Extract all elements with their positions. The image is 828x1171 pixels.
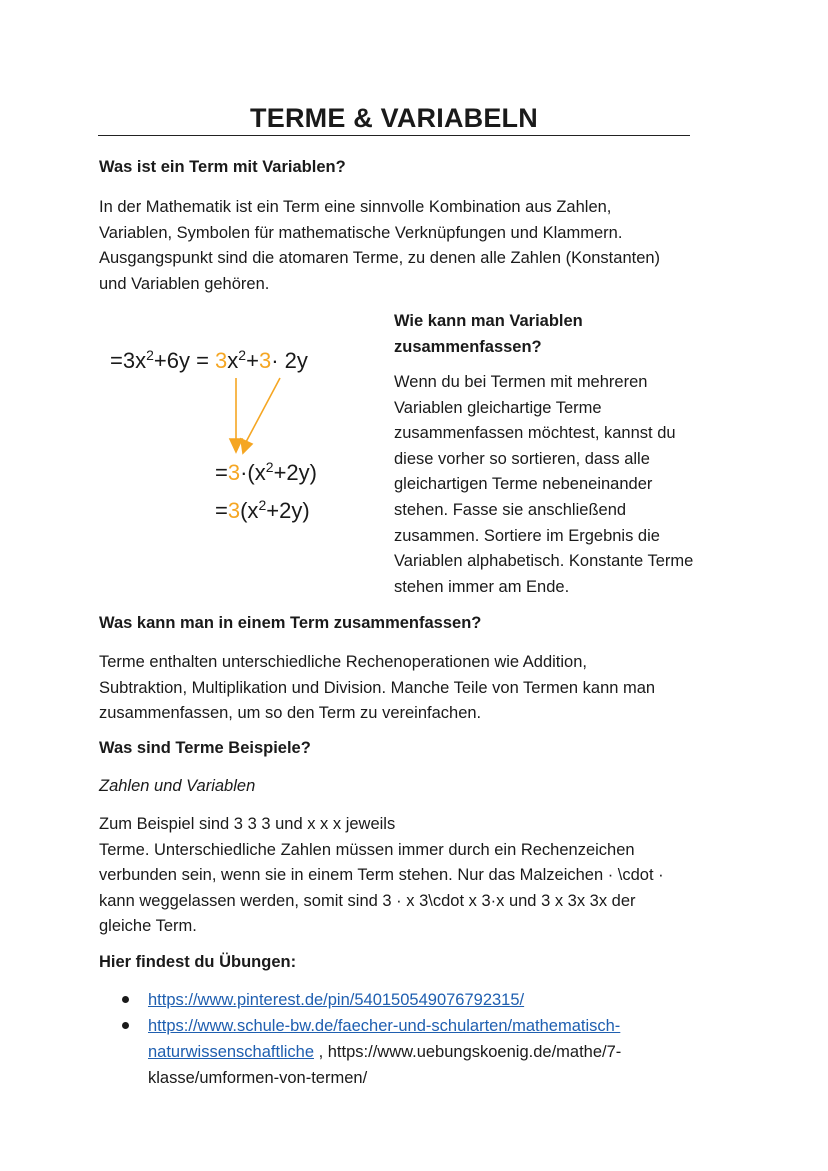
section2-line: stehen. Fasse sie anschließend xyxy=(394,500,627,519)
page-title: TERME & VARIABELN xyxy=(250,103,538,133)
schule-bw-link-cont[interactable]: naturwissenschaftliche xyxy=(148,1043,314,1061)
section4-subheading: Zahlen und Variablen xyxy=(99,777,256,795)
section4-line: verbunden sein, wenn sie in einem Term stehen. Nur das Malzeichen · \cdot · xyxy=(99,866,664,885)
section2-paragraph xyxy=(394,370,693,600)
section3-line: Subtraktion, Multiplikation und Division. Manche Teile von Termen kann man xyxy=(99,678,656,697)
bullet-icon xyxy=(122,996,129,1003)
list-item xyxy=(120,987,621,1013)
arrow-head-left xyxy=(230,439,242,452)
section1-line: Variablen, Symbolen für mathematische Verknüpfungen und Klammern. xyxy=(99,223,623,242)
formula-line-2: $=3\cdot(x^2+2y)$ xyxy=(215,459,317,485)
section1-line: In der Mathematik ist ein Term eine sinnvolle Kombination aus Zahlen, xyxy=(99,198,612,216)
schule-bw-link[interactable]: https://www.schule-bw.de/faecher-und-schularten/mathematisch- xyxy=(148,1017,621,1035)
section2-line: Variablen gleichartige Terme xyxy=(394,398,602,417)
arrow-line-right xyxy=(246,378,280,442)
section4-line: Terme. Unterschiedliche Zahlen müssen immer durch ein Rechenzeichen xyxy=(99,840,635,859)
section3-line: Terme enthalten unterschiedliche Rechenoperationen wie Addition, xyxy=(99,653,587,671)
section1-line: Ausgangspunkt sind die atomaren Terme, zu denen alle Zahlen (Konstanten) xyxy=(99,249,661,268)
factoring-svg xyxy=(110,340,370,530)
factoring-figure xyxy=(110,340,370,530)
section3-heading: Was kann man in einem Term zusammenfassen? xyxy=(99,614,482,632)
title-underline xyxy=(98,135,690,136)
uebungskoenig-url-text: , https://www.uebungskoenig.de/mathe/7- xyxy=(314,1043,622,1061)
section2-line: diese vorher so sortieren, dass alle xyxy=(394,449,650,468)
section2-line: Variablen alphabetisch. Konstante Terme xyxy=(394,552,694,571)
section1-heading: Was ist ein Term mit Variablen? xyxy=(99,158,346,176)
uebungskoenig-url-text-cont: klasse/umformen-von-termen/ xyxy=(148,1069,368,1087)
section2-heading-line: Wie kann man Variablen xyxy=(394,312,583,330)
section4-line: kann weggelassen werden, somit sind 3 · x 3\cdot x 3·x und 3 x 3x 3x der xyxy=(99,891,636,910)
section4-line: Zum Beispiel sind 3 3 3 und x x x jeweils xyxy=(99,815,396,833)
section2-line: stehen immer am Ende. xyxy=(394,577,570,596)
section3-paragraph xyxy=(99,650,655,727)
bullet-icon xyxy=(122,1022,129,1029)
formula-line-1: $=3x^2+6y = 3x^2+3\cdot 2y$ xyxy=(110,347,308,373)
section4-line: gleiche Term. xyxy=(99,917,197,936)
section2-line: Wenn du bei Termen mit mehreren xyxy=(394,373,648,391)
section4-paragraph xyxy=(99,812,664,940)
section3-line: zusammenfassen, um so den Term zu vereinfachen. xyxy=(99,704,482,723)
section5-heading: Hier findest du Übungen: xyxy=(99,953,297,971)
section2-line: gleichartigen Terme nebeneinander xyxy=(394,475,653,494)
arrow-head-right xyxy=(241,439,252,453)
section2-line: zusammen. Sortiere im Ergebnis die xyxy=(394,526,660,545)
section2-line: zusammenfassen möchtest, kannst du xyxy=(394,424,676,443)
pinterest-link[interactable]: https://www.pinterest.de/pin/540150549076792315/ xyxy=(148,991,525,1009)
formula-line-3: $=3(x^2+2y)$ xyxy=(215,497,310,523)
section1-paragraph xyxy=(99,195,660,297)
list-item xyxy=(120,1013,621,1091)
section2-heading-line: zusammenfassen? xyxy=(394,337,542,356)
section4-heading: Was sind Terme Beispiele? xyxy=(99,739,311,757)
section1-line: und Variablen gehören. xyxy=(99,274,270,293)
section2-heading xyxy=(394,309,583,360)
exercise-link-list xyxy=(120,987,621,1091)
